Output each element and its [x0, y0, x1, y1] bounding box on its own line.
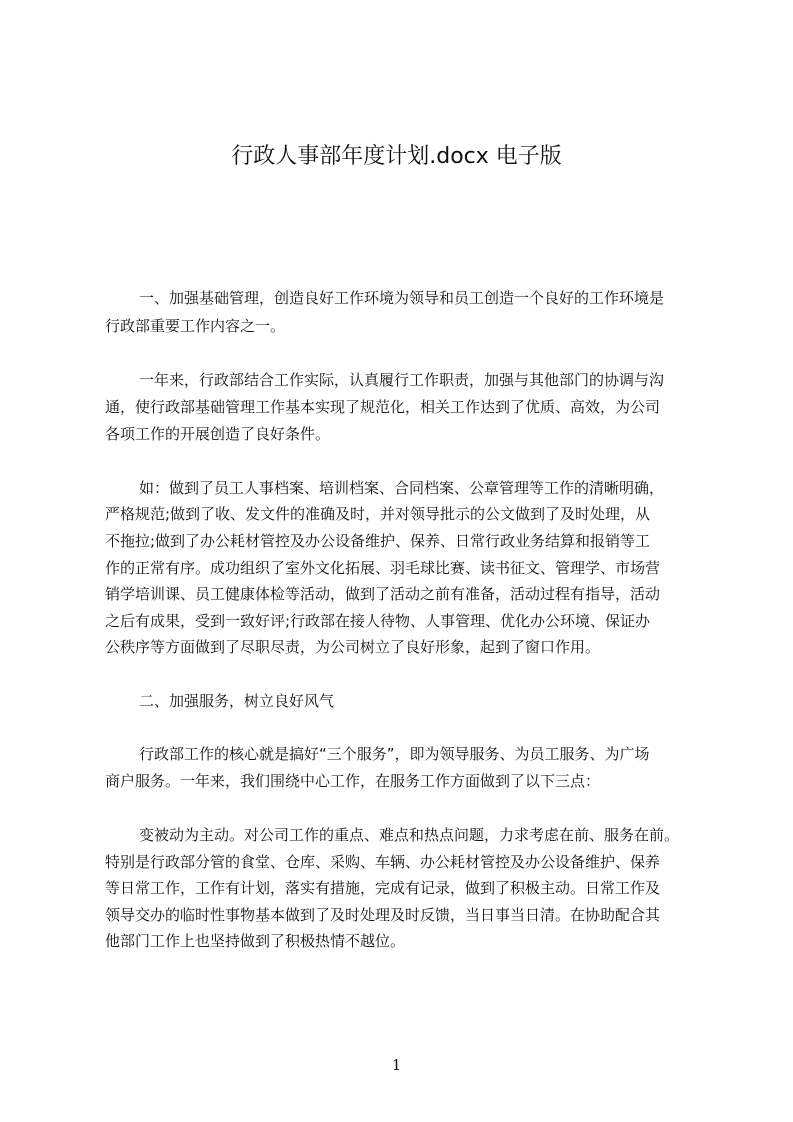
paragraph-6-line-4: 领导交办的临时性事物基本做到了及时处理及时反馈，当日事当日清。在协助配合其 [105, 906, 661, 924]
paragraph-2-line-1: 一年来，行政部结合工作实际，认真履行工作职责，加强与其他部门的协调与沟 [139, 371, 665, 389]
paragraph-6-line-3: 等日常工作，工作有计划，落实有措施，完成有记录，做到了积极主动。日常工作及 [105, 879, 661, 897]
paragraph-2-line-2: 通，使行政部基础管理工作基本实现了规范化，相关工作达到了优质、高效，为公司 [105, 398, 661, 416]
paragraph-3-line-1: 如：做到了员工人事档案、培训档案、合同档案、公章管理等工作的清晰明确， [139, 479, 665, 497]
paragraph-1-line-1: 一、加强基础管理，创造良好工作环境为领导和员工创造一个良好的工作环境是 [139, 289, 665, 307]
paragraph-3-line-3: 不拖拉;做到了办公耗材管控及办公设备维护、保养、日常行政业务结算和报销等工 [105, 532, 651, 550]
document-title: 行政人事部年度计划.docx 电子版 [231, 144, 562, 169]
paragraph-3-line-7: 公秩序等方面做到了尽职尽责，为公司树立了良好形象，起到了窗口作用。 [105, 638, 601, 656]
paragraph-6-line-1: 变被动为主动。对公司工作的重点、难点和热点问题，力求考虑在前、服务在前。 [139, 826, 680, 844]
paragraph-3-line-4: 作的正常有序。成功组织了室外文化拓展、羽毛球比赛、读书征文、管理学、市场营 [105, 559, 661, 577]
paragraph-5-line-2: 商户服务。一年来，我们围绕中心工作，在服务工作方面做到了以下三点： [105, 772, 601, 790]
paragraph-2-line-3: 各项工作的开展创造了良好条件。 [105, 425, 331, 443]
paragraph-6-line-5: 他部门工作上也坚持做到了积极热情不越位。 [105, 932, 406, 950]
paragraph-1-line-2: 行政部重要工作内容之一。 [105, 317, 286, 335]
paragraph-6-line-2: 特别是行政部分管的食堂、仓库、采购、车辆、办公耗材管控及办公设备维护、保养 [105, 853, 661, 871]
paragraph-3-line-2: 严格规范;做到了收、发文件的准确及时，并对领导批示的公文做到了及时处理，从 [105, 505, 651, 523]
paragraph-3-line-5: 销学培训课、员工健康体检等活动，做到了活动之前有准备，活动过程有指导，活动 [105, 585, 661, 603]
paragraph-3-line-6: 之后有成果，受到一致好评;行政部在接人待物、人事管理、优化办公环境、保证办 [105, 612, 651, 630]
section-heading-2: 二、加强服务，树立良好风气 [139, 692, 335, 710]
page-number: 1 [391, 1056, 402, 1074]
paragraph-5-line-1: 行政部工作的核心就是搞好“三个服务”，即为领导服务、为员工服务、为广场 [139, 745, 650, 763]
